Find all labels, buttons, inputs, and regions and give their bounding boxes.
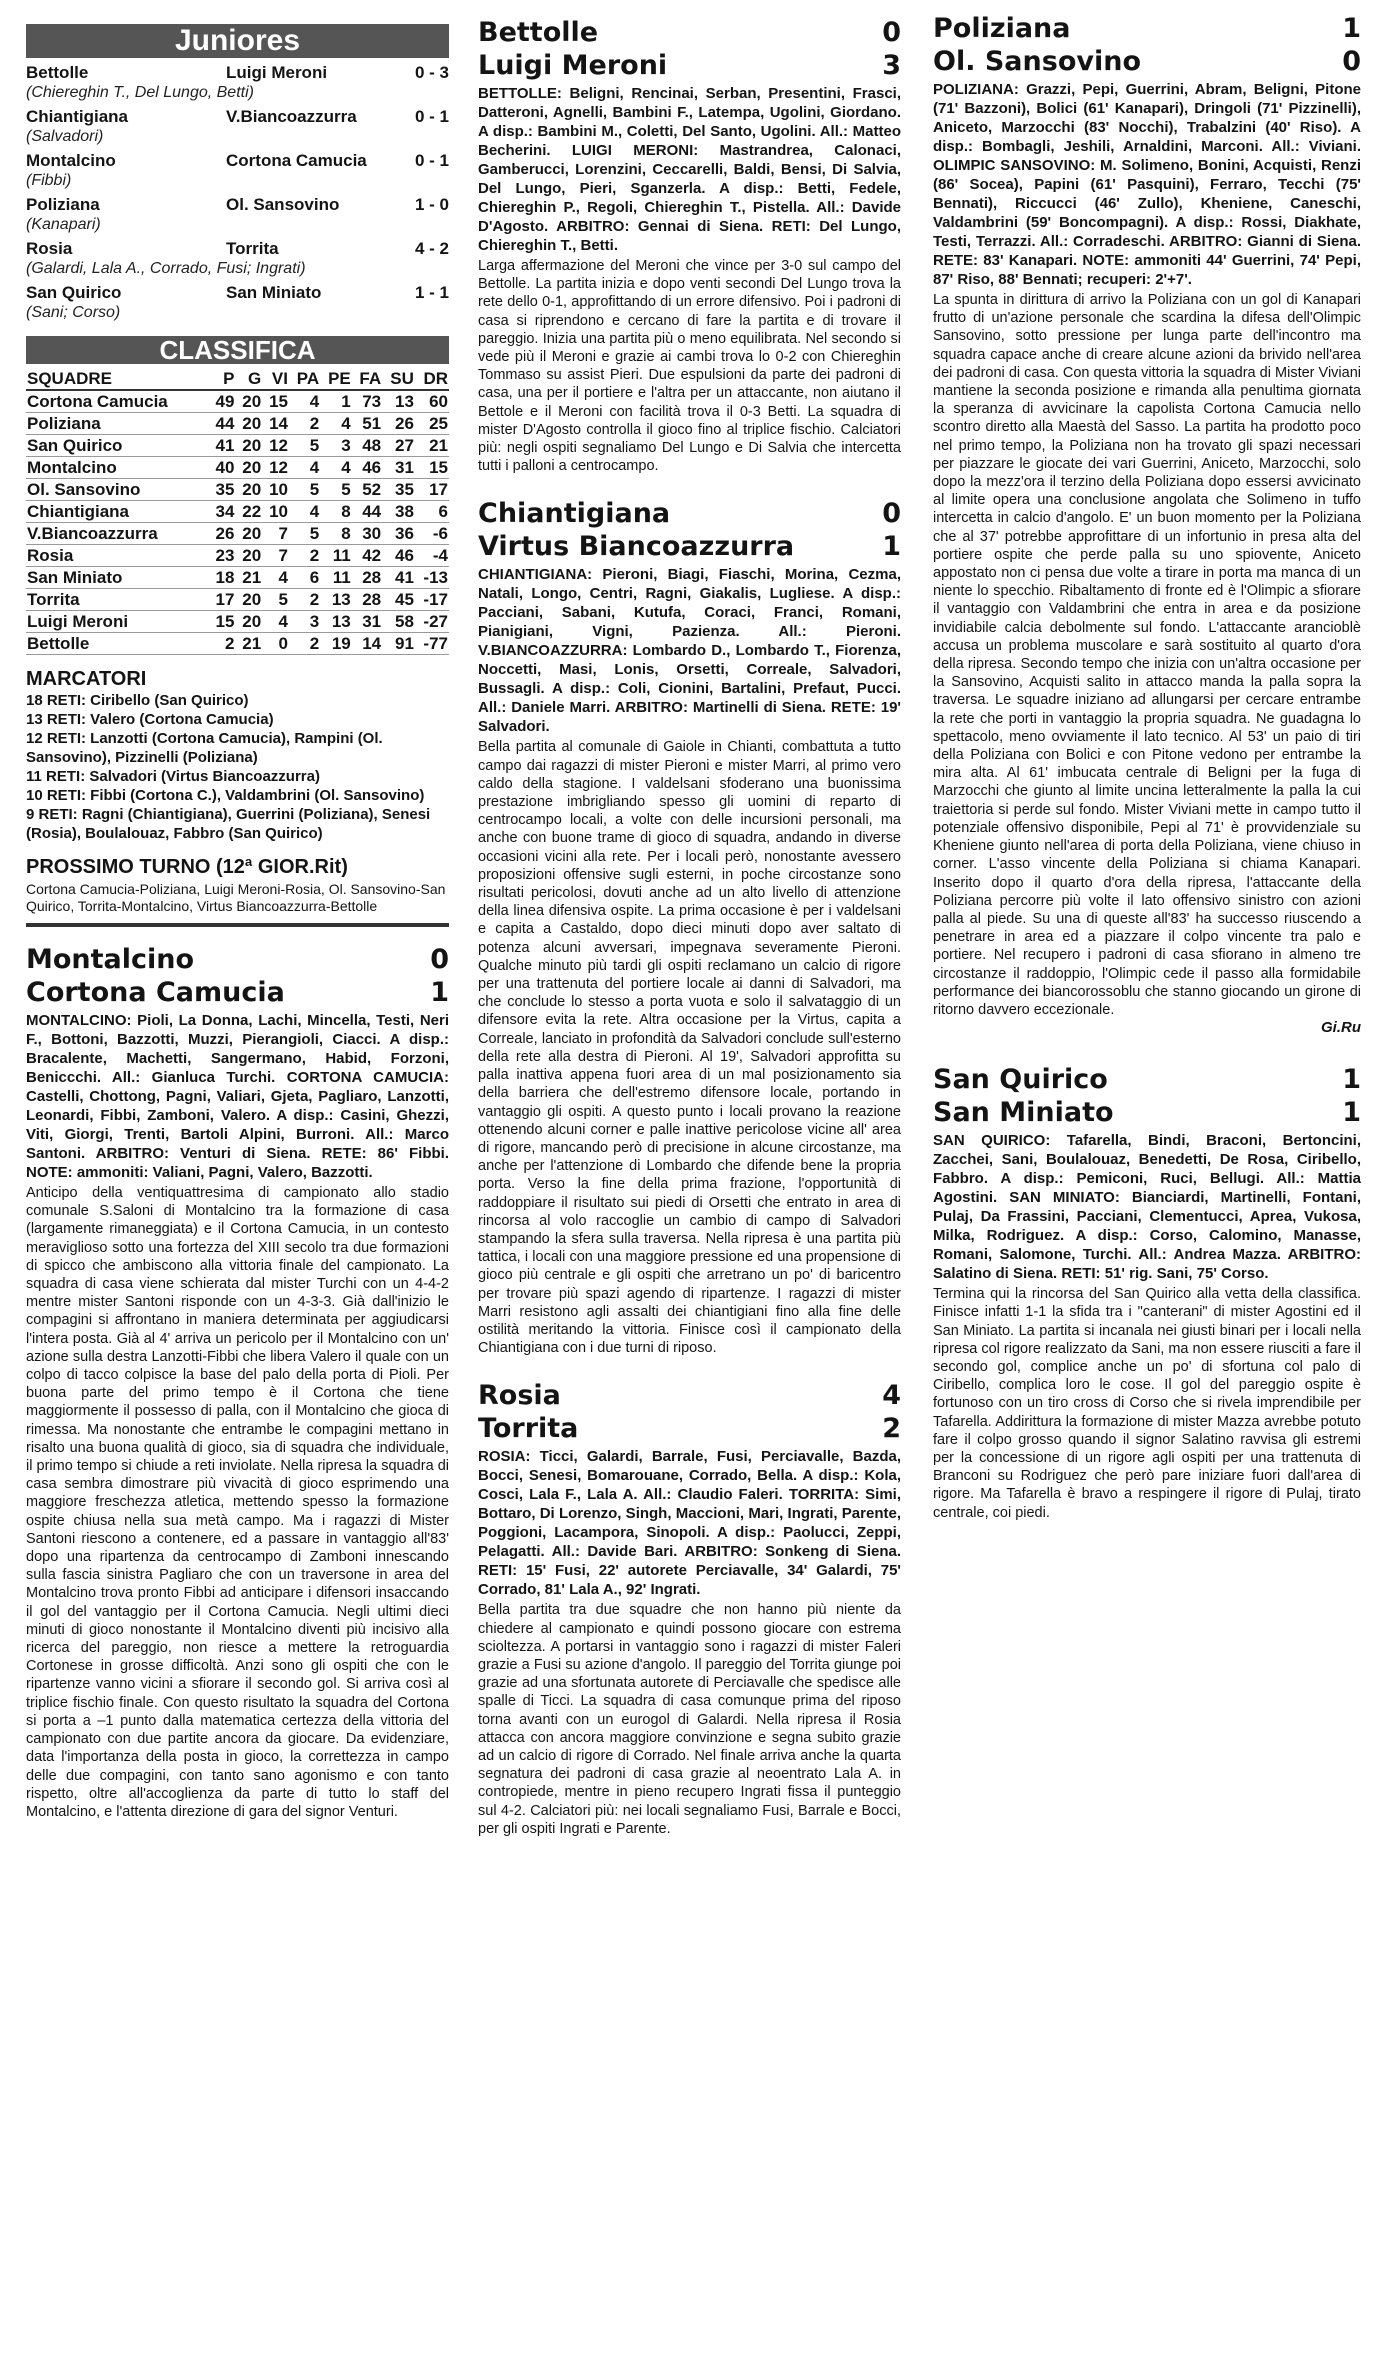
away-team: San Miniato xyxy=(933,1097,1114,1129)
table-row xyxy=(26,457,449,479)
table-row xyxy=(26,633,449,655)
scorer-line: 13 RETI: Valero (Cortona Camucia) xyxy=(26,711,274,728)
result-scorers: (Fibbi) xyxy=(26,172,72,189)
table-row xyxy=(26,501,449,523)
match-header xyxy=(933,1096,1361,1129)
article-body: Anticipo della ventiquattresima di campionato allo stadio comunale S.Saloni di Montalcino tra la formazione di casa (largamente rimaneggiata) e il Cortona Camucia, in un contesto meraviglioso sotto una fortezza del XIII secolo tra due formazioni di spicco che ambiscono alla vittoria finale del campionato. La squadra di casa viene schierata dal mister Turchi con un 4-4-2 mentre mister Santoni risponde con un 4-3-3. Già dall'inizio le compagini si affrontano in maniera determinata per aggiudicarsi l'intera posta. Già al 4' arriva un pericolo per il Montalcino con un' azione sulla destra Lanzotti-Fibbi che libera Valero il quale con un colpo di tacco colpisce la base del palo della porta di Pioli. Per buona parte del primo tempo è il Cortona che tiene maggiormente il possesso di palla, con il Montalcino che gioca di rimessa. Ma nonostante che entrambe le compagini mettano in risalto una buona qualità di gioco, sia di squadra che individuale, il primo tempo si chiude a reti inviolate. Nella ripresa la squadra di casa sembra dimostrare più vivacità di gioco esprimendo una maggiore freschezza atletica, mettendo spesso la formazione ospite chiusa nella sua metà campo. Ma i ragazzi di Mister Santoni riescono a contenere, ed a passare in vantaggio all'83' dopo una ripartenza da centrocampo di Zamboni innescando sulla fascia sinistra Pagliaro che con un traversone in area del Montalcino trova pronto Fibbi ad anticipare i difensori insaccando il gol del vantaggio per il Cortona Camucia. Negli ultimi dieci minuti di gioco nonostante il Montalcino diventi più incisivo alla ricerca del pareggio, non riesce a mettere la retroguardia Cortonese in grosse difficoltà. Anzi sono gli ospiti che con le ripartenze vanno vicini a sfiorare il secondo gol. Si arriva così al triplice fischio finale. Con questo risultato la squadra del Cortona si porta a –1 punto dalla matematica certezza della vittoria del campionato con due partite ancora da giocare. Da evidenziare, data l'importanza della posta in gioco, la correttezza in campo delle due compagini, con tanto sano agonismo e con tanto rispetto, oltre all'accoglienza da parte di tutto lo staff del Montalcino, e l'attenta direzione di gara del signor Venturi. xyxy=(26,1185,449,1820)
stat-cell: 12 xyxy=(269,436,288,455)
stat-cell: 12 xyxy=(269,458,288,477)
stat-cell: 20 xyxy=(242,546,262,565)
stat-cell: 20 xyxy=(242,590,262,609)
stat-cell: 15 xyxy=(429,458,448,477)
stat-cell: -17 xyxy=(423,590,448,609)
result-home: Poliziana xyxy=(26,195,100,214)
stat-cell: 22 xyxy=(242,502,262,521)
result-row xyxy=(26,194,449,215)
stat-cell: 18 xyxy=(215,568,235,587)
match-header xyxy=(478,49,901,82)
team-name: Bettolle xyxy=(27,634,90,653)
result-scorers: (Galardi, Lala A., Corrado, Fusi; Ingrati) xyxy=(26,260,306,277)
home-team: Rosia xyxy=(478,1380,561,1412)
stat-cell: 11 xyxy=(332,546,351,565)
stat-cell: 20 xyxy=(242,436,262,455)
article-body: Bella partita tra due squadre che non hanno più niente da chiedere al campionato e quindi possono giocare con estrema scioltezza. A portarsi in vantaggio sono i ragazzi di mister Faleri grazie a Fusi su azione d'angolo. Il pareggio del Torrita giunge poi grazie ad una sfortunata autorete di Perciavalle che spedisce alle spalle di Ticci. La squadra di casa comunque prima del riposo torna avanti con un eurogol di Galardi. Nella ripresa il Rosia attacca con ancora maggiore convinzione e segna subito grazie ad un calcio di rigore di Corrado. Nel finale arriva anche la quarta segnatura dei padroni di casa grazie al neoentrato Lala A. in contropiede, mentre in pieno recupero Ingrati fissa il punteggio sul 4-2. Calciatori più: nei locali segnaliamo Fusi, Barrale e Bocci, per gli ospiti Ingrati e Parente. xyxy=(478,1602,901,1837)
article-body: Termina qui la rincorsa del San Quirico alla vetta della classifica. Finisce infatti 1-1 la sfida tra i "canterani" di mister Agostini ed il San Miniato. La partita si incanala nei giusti binari per i locali nella ripresa col rigore realizzato da Sani, ma non essere riusciti a fare il secondo gol, complice anche un po' di sfortuna col palo di Ciribello, complica loro le cose. Il gol del pareggio ospite è fortunoso con un tiro cross di Corso che si rivela imprendibile per Tafarella. Addirittura la formazione di mister Mazza avrebbe potuto fare il colpo grosso quando il signor Salatino ravvisa gli estremi per la concessione di un rigore agli ospiti per una trattenuta di Branconi su Rodriguez che però pare iniziare fuori dall'area di rigore. Ma Tafarella è bravo a respingere il rigore di Pulaj, tirato centrale, coi piedi. xyxy=(933,1286,1361,1521)
next-round-title: PROSSIMO TURNO (12ª GIOR.Rit) xyxy=(26,856,348,878)
standings-header-cell: FA xyxy=(359,369,382,388)
stat-cell: 6 xyxy=(438,502,448,521)
result-row xyxy=(26,238,449,259)
stat-cell: 17 xyxy=(215,590,235,609)
stat-cell: 21 xyxy=(242,634,262,653)
away-score: 1 xyxy=(882,531,901,563)
stat-cell: 4 xyxy=(309,502,320,521)
stat-cell: 8 xyxy=(341,502,351,521)
stat-cell: 31 xyxy=(362,612,382,631)
stat-cell: 20 xyxy=(242,524,262,543)
home-team: Poliziana xyxy=(933,13,1071,44)
stat-cell: 17 xyxy=(429,480,448,499)
result-scorers: (Salvadori) xyxy=(26,128,104,145)
result-row xyxy=(26,282,449,303)
stat-cell: -13 xyxy=(423,568,448,587)
stat-cell: 60 xyxy=(429,392,448,411)
stat-cell: 13 xyxy=(331,590,351,609)
result-away: Luigi Meroni xyxy=(226,63,328,82)
away-score: 1 xyxy=(1342,1097,1361,1129)
stat-cell: 7 xyxy=(278,524,288,543)
stat-cell: 27 xyxy=(395,436,414,455)
stat-cell: 31 xyxy=(395,458,414,477)
result-home: San Quirico xyxy=(26,283,122,302)
result-row xyxy=(26,62,449,83)
stat-cell: 2 xyxy=(309,414,320,433)
lineups: ROSIA: Ticci, Galardi, Barrale, Fusi, Perciavalle, Bazda, Bocci, Senesi, Bomarouane, Corrado, Bella. A disp.: Kola, Cosci, Lala F., Lala A. All.: Claudio Faleri. TORRITA: Simi, Bottaro, Di Lorenzo, Singh, Maccioni, Mari, Ingrati, Parente, Poggioni, Lacampora, Sinopoli. A disp.: Paolucci, Zeppi, Pelagatti. All.: Davide Bari. ARBITRO: Sonkeng di Siena. RETI: 15' Fusi, 22' autorete Perciavalle, 34' Galardi, 75' Corrado, 81' Lala A., 92' Ingrati. xyxy=(478,1448,901,1599)
stat-cell: 28 xyxy=(362,568,382,587)
table-row xyxy=(26,435,449,457)
scorer-line: 10 RETI: Fibbi (Cortona C.), Valdambrini (Ol. Sansovino) xyxy=(26,787,425,804)
home-score: 0 xyxy=(430,944,449,975)
away-team: Torrita xyxy=(478,1413,579,1445)
match-header xyxy=(933,1063,1361,1096)
stat-cell: 4 xyxy=(309,458,320,477)
standings-header xyxy=(26,368,449,390)
result-home: Chiantigiana xyxy=(26,107,129,126)
result-score: 0 - 3 xyxy=(414,63,449,82)
stat-cell: 3 xyxy=(341,436,351,455)
standings-header-cell: SQUADRE xyxy=(27,369,113,388)
stat-cell: 45 xyxy=(395,590,414,609)
standings-header-cell: VI xyxy=(271,369,288,388)
result-home: Rosia xyxy=(26,239,73,258)
standings-header-cell: DR xyxy=(423,369,448,388)
away-score: 3 xyxy=(882,50,901,81)
match-header xyxy=(478,16,901,49)
team-name: Poliziana xyxy=(27,414,101,433)
article-rosia xyxy=(478,1379,901,1838)
team-name: Torrita xyxy=(27,590,80,609)
team-name: V.Biancoazzurra xyxy=(27,524,158,543)
team-name: Rosia xyxy=(27,546,74,565)
away-score: 2 xyxy=(882,1413,901,1445)
result-away: Cortona Camucia xyxy=(226,151,367,170)
article-body: Bella partita al comunale di Gaiole in Chianti, combattuta a tutto campo dai ragazzi di mister Pieroni e mister Marri, al primo vero caldo della stagione. I valdelsani sfoderano una buonissima prestazione imbrigliando spesso gli uomini di reparto di centrocampo locali, a volte con delle incursioni personali, ma anche con buone trame di gioco di squadra, andando in diverse occasioni vicini alla rete. Per i locali però, nonostante avessero proposizioni offensive sugli esterni, in poche circostanze sono risultati pericolosi, dovuti anche ad un alto livello di attenzione della linea difensiva ospite. La prima occasione è per i valdelsani e capita a Castaldo, dopo dieci minuti dopo aver saltato di potenza alcuni avversari, impegnava severamente Pieroni. Qualche minuto più tardi gli ospiti reclamano un calcio di rigore per una trattenuta del portiere locale ai danni di Salvadori, ma che conclude lo stesso a porta vuota e solo il salvataggio di un difensore evita la rete. Altra occasione per la Virtus, capita a Correale, lanciato in profondità da Salvadori conclude sull'esterno della rete alla destra di Pieroni. Al 19', Salvadori approfitta su palla inattiva appena fuori area di un mal posizionamento sia della barriera che dell'estremo difensore locale, portando in vantaggio gli ospiti. A questo punto i locali provano la reazione ottenendo alcuni corner e palle inattive pericolose vicine all' area di rigore, mancando però di precisione in alcune circostanze, ma anche per l'attenzione di Lombardo che difende bene la propria porta. Verso la fine della prima frazione, l'opportunità di raddoppiare il risultato sui piedi di Orsetti che entrato in area di rincorsa al volo raccoglie un cambio di campo di Salvadori stampando la sfera sulla traversa. Nella ripresa è una partita più tattica, i locali con una maggiore pressione ed una propensione di gioco più centrale e gli ospiti che arretrano un po' di baricentro per trovare più spazi agendo di ripartenze. I ragazzi di mister Marri resistono agli assalti dei chiantigiani fino alla fine delle ostilità meritando la vittoria. Finisce così il campionato della Chiantigiana con i due turni di riposo. xyxy=(478,739,901,1357)
stat-cell: 46 xyxy=(395,546,414,565)
standings-body xyxy=(26,390,449,655)
team-name: Luigi Meroni xyxy=(27,612,129,631)
team-name: Chiantigiana xyxy=(27,502,130,521)
standings-header-cell: P xyxy=(223,369,235,388)
stat-cell: 49 xyxy=(215,392,235,411)
table-row xyxy=(26,413,449,435)
stat-cell: -77 xyxy=(423,634,448,653)
stat-cell: 13 xyxy=(395,392,414,411)
team-name: Montalcino xyxy=(27,458,117,477)
away-team: Cortona Camucia xyxy=(26,977,285,1008)
match-header xyxy=(26,943,449,976)
next-round-text: Cortona Camucia-Poliziana, Luigi Meroni-Rosia, Ol. Sansovino-San Quirico, Torrita-Montalcino, Virtus Biancoazzurra-Bettolle xyxy=(26,881,446,914)
results-list xyxy=(26,62,449,322)
stat-cell: 91 xyxy=(395,634,414,653)
marcatori-title: MARCATORI xyxy=(26,668,147,690)
result-away: Ol. Sansovino xyxy=(226,195,340,214)
stat-cell: 21 xyxy=(242,568,262,587)
lineups: MONTALCINO: Pioli, La Donna, Lachi, Mincella, Testi, Neri F., Bottoni, Bazzotti, Muzzi, Pierangioli, Ciacci. A disp.: Bracalente, Machetti, Sangermano, Habid, Forzoni, Beniccchi. All.: Gianluca Turchi. CORTONA CAMUCIA: Castelli, Chottong, Pagni, Valiari, Gjeta, Pagliaro, Lanzotti, Leonardi, Fibbi, Zamboni, Valero. A disp.: Casini, Ghezzi, Viti, Giorgi, Trenti, Bartoli Alpini, Burroni. All.: Marco Santoni. ARBITRO: Venturi di Siena. RETE: 86' Fibbi. NOTE: ammoniti: Valiani, Pagni, Valero, Bazzotti. xyxy=(26,1012,449,1181)
result-scorers: (Chiereghin T., Del Lungo, Betti) xyxy=(26,84,254,101)
stat-cell: 10 xyxy=(269,502,288,521)
article-chiantigiana xyxy=(478,497,901,1357)
result-score: 1 - 0 xyxy=(414,195,449,214)
home-score: 1 xyxy=(1342,1064,1361,1096)
result-home: Montalcino xyxy=(26,151,116,170)
stat-cell: 5 xyxy=(309,436,320,455)
stat-cell: 6 xyxy=(309,568,320,587)
scorer-line: 11 RETI: Salvadori (Virtus Biancoazzurra) xyxy=(26,768,320,785)
lineups: POLIZIANA: Grazzi, Pepi, Guerrini, Abram, Beligni, Pitone (71' Bazzoni), Bolici (61' Kanapari), Dringoli (71' Pizzinelli), Aniceto, Marzocchi (83' Nocchi), Trabalzini (40' Riso). A disp.: Bombagli, Jeshili, Arnaldini, Marconi. All.: Viviani. OLIMPIC SANSOVINO: M. Solimeno, Bonini, Acquisti, Renzi (86' Socea), Papini (61' Pasquini), Ferraro, Tecchi (75' Bennati), Riccucci (46' Zullo), Kheniene, Caneschi, Valdambrini (59' Boncompagni). A disp.: Rossi, Diakhate, Testi, Terrazzi. All.: Corradeschi. ARBITRO: Gianni di Siena. RETE: 83' Kanapari. NOTE: ammoniti 44' Guerrini, 74' Pepi, 87' Riso, 88' Bennati; recuperi: 2'+7'. xyxy=(933,81,1361,288)
stat-cell: 4 xyxy=(278,612,288,631)
stat-cell: 35 xyxy=(215,480,235,499)
standings-header-cell: G xyxy=(247,369,262,388)
column-middle xyxy=(478,0,901,1838)
classifica-title: CLASSIFICA xyxy=(26,336,449,364)
stat-cell: 52 xyxy=(362,480,382,499)
stat-cell: 38 xyxy=(395,502,414,521)
match-header xyxy=(933,45,1361,78)
scorer-line: 9 RETI: Ragni (Chiantigiana), Guerrini (Poliziana), Senesi (Rosia), Boulalouaz, Fabbro (San Quirico) xyxy=(26,806,431,842)
author-signature: Gi.Ru xyxy=(1321,1019,1361,1037)
article-body: Larga affermazione del Meroni che vince per 3-0 sul campo del Bettolle. La partita inizia e dopo venti secondi Del Lungo trova la rete dello 0-1, approfittando di un errore difensivo. Poi i padroni di casa si riprendono e cercano di fare la partita e di trovare il pareggio. Inizia una partita più o meno equilibrata. Nel secondo si vede più il Meroni e grazie ai cambi trova lo 0-2 con Chiereghin Tommaso su assist Pieri. Due espulsioni da parte dei padroni di casa, una per il portiere e l'altra per un attaccante, non aiutano il Bettole e il Meroni con facilità trova il 0-3 Betti. La squadra di mister D'Agosto controlla il gioco fino al triplice fischio. Calciatori più: negli ospiti segnaliamo Del Lungo e Di Salvia che intercetta tutti i palloni a centrocampo. xyxy=(478,258,901,475)
table-row xyxy=(26,611,449,633)
stat-cell: 20 xyxy=(242,392,262,411)
stat-cell: 4 xyxy=(341,458,351,477)
stat-cell: 20 xyxy=(242,414,262,433)
match-header xyxy=(478,530,901,563)
stat-cell: 44 xyxy=(362,502,382,521)
result-row xyxy=(26,106,449,127)
match-header xyxy=(478,1412,901,1445)
scorer-line: 12 RETI: Lanzotti (Cortona Camucia), Rampini (Ol. Sansovino), Pizzinelli (Poliziana) xyxy=(26,730,383,766)
stat-cell: 46 xyxy=(362,458,382,477)
stat-cell: 20 xyxy=(242,458,262,477)
table-row xyxy=(26,545,449,567)
stat-cell: 4 xyxy=(309,392,320,411)
column-left xyxy=(26,0,449,1821)
result-home: Bettolle xyxy=(26,63,89,82)
stat-cell: 40 xyxy=(215,458,235,477)
stat-cell: 5 xyxy=(309,480,320,499)
home-team: Bettolle xyxy=(478,17,599,48)
home-score: 0 xyxy=(882,17,901,48)
lineups: CHIANTIGIANA: Pieroni, Biagi, Fiaschi, Morina, Cezma, Natali, Longo, Centri, Ragni, Giakalis, Lugliese. A disp.: Pacciani, Sabani, Kutufa, Coraci, Franci, Romani, Pianigiani, Vigni, Pazienza. All.: Pieroni. V.BIANCOAZZURRA: Lombardo D., Lombardo T., Fiorenza, Noccetti, Masi, Lonis, Orsetti, Correale, Salvadori, Bussagli. A disp.: Coli, Cionini, Bartalini, Prefaut, Pucci. All.: Daniele Marri. ARBITRO: Martinelli di Siena. RETE: 19' Salvadori. xyxy=(478,566,901,736)
stat-cell: -27 xyxy=(423,612,448,631)
away-score: 0 xyxy=(1342,46,1361,77)
table-row xyxy=(26,479,449,501)
stat-cell: -4 xyxy=(432,546,448,565)
scorers-list xyxy=(26,691,449,843)
stat-cell: -6 xyxy=(432,524,448,543)
stat-cell: 8 xyxy=(341,524,351,543)
stat-cell: 2 xyxy=(309,590,320,609)
result-away: San Miniato xyxy=(226,283,322,302)
stat-cell: 41 xyxy=(395,568,414,587)
stat-cell: 30 xyxy=(362,524,382,543)
team-name: San Quirico xyxy=(27,436,123,455)
stat-cell: 5 xyxy=(309,524,320,543)
result-away: V.Biancoazzurra xyxy=(226,107,357,126)
article-body: La spunta in dirittura di arrivo la Poliziana con un gol di Kanapari frutto di un'azione personale che scardina la difesa dell'Olimpic Sansovino, sotto pressione per lunga parte dell'incontro ma squadra capace anche di creare alcune azioni da brivido nell'area dei padroni di casa. Con questa vittoria la squadra di Mister Viviani mantiene la seconda posizione e rimanda alla penultima giornata la speranza di avvicinare la capolista Cortona Camucia nello scontro diretto alla Maestà del Sasso. La partita ha prodotto poco nel primo tempo, la Poliziana non ha trovato gli spazi necessari per piazzare le giocate dei vari Guerrini, Aniceto, Marzocchi, solo dopo la mezz'ora il terzino della Poliziana dopo essersi avvicinato al limite opera una conclusione angolata che Solimeno in tuffo intercetta in calcio d'angolo. E' un buon momento per la Poliziana che al 37' potrebbe approfittare di un infortunio in presa alta del portiere ospite che perde palla su uno spiovente, Aniceto appostato non ci pensa due volte a tirare in porta ma manca di un niente lo specchio. Ribaltamento di fronte ed è l'Olimpic a sfiorare il vantaggio con Valdambrini che entra in area e da posizione invidiabile calcia debolmente sul fondo. L'attaccante arancioblè accusa un problema muscolare e sarà sostituito al quarto d'ora della ripresa. Secondo tempo che inizia con un'altra occasione per la Sansovino, Acquisti salito in attacco manda la palla sopra la traversa. Le squadre iniziano ad allungarsi per cercare entrambe la rete che porti in vantaggio la propria squadra. Ne guadagna lo spettacolo, meno ovviamente il lato tecnico. Al 53' un paio di tiri della Poliziana con Bolici e con Pitone vedono per entrambe la mira alta. Al 61' imbucata centrale di Beligni per la fuga di Marzocchi che giunto al limite uncina letteralmente la palla la cui traiettoria si perde sul fondo. Mister Viviani mette in campo tutto il potenziale offensivo disponibile, Pepi al 71' è provvidenziale su Kheniene giunto nell'area di porta della Poliziana, viene chiuso in corner. L'asso vincente della Poliziana si chiama Kanapari. Inserito dopo il quarto d'ora della ripresa, l'attaccante della Poliziana percorre più volte il lato offensivo sinistro con azioni palla al piede. Su una di queste all'83' ha successo riuscendo a penetrare in area ed a piazzare il colpo vincente tra palo e portiere. Nel recupero i padroni di casa sfiorano in almeno tre circostanze il raddoppio, l'Olimpic cede il passo alla formidabile performance dei biancorossoblu che stanno giocando un girone di ritorno davvero eccezionale. xyxy=(933,292,1361,1018)
stat-cell: 58 xyxy=(395,612,414,631)
standings-header-cell: PE xyxy=(328,369,351,388)
team-name: Ol. Sansovino xyxy=(27,480,141,499)
away-score: 1 xyxy=(430,977,449,1008)
lineups: SAN QUIRICO: Tafarella, Bindi, Braconi, Bertoncini, Zacchei, Sani, Boulalouaz, Benedetti, De Rosa, Ciribello, Fabbro. A disp.: Pemiconi, Ruci, Bellugi. All.: Mattia Agostini. SAN MINIATO: Bianciardi, Martinelli, Fontani, Pulaj, Da Frassini, Pacciani, Clementucci, Aprea, Vukosa, Milka, Rodriguez. A disp.: Corso, Calomino, Manasse, Romani, Salomone, Turchi. All.: Andrea Mazza. ARBITRO: Salatino di Siena. RETI: 51' rig. Sani, 75' Corso. xyxy=(933,1132,1361,1283)
stat-cell: 28 xyxy=(362,590,382,609)
article-poliziana xyxy=(933,12,1361,1037)
stat-cell: 3 xyxy=(309,612,320,631)
stat-cell: 4 xyxy=(278,568,288,587)
stat-cell: 1 xyxy=(341,392,351,411)
stat-cell: 20 xyxy=(242,612,262,631)
match-header xyxy=(933,12,1361,45)
stat-cell: 20 xyxy=(242,480,262,499)
standings-table xyxy=(26,368,449,655)
result-score: 1 - 1 xyxy=(414,283,449,302)
stat-cell: 14 xyxy=(362,634,382,653)
table-row xyxy=(26,567,449,589)
away-team: Virtus Biancoazzurra xyxy=(478,531,795,563)
home-score: 4 xyxy=(882,1380,901,1412)
stat-cell: 4 xyxy=(341,414,351,433)
juniores-title: Juniores xyxy=(26,24,449,58)
article-sanquirico xyxy=(933,1063,1361,1522)
match-header xyxy=(478,1379,901,1412)
match-header xyxy=(478,497,901,530)
result-score: 4 - 2 xyxy=(414,239,449,258)
stat-cell: 10 xyxy=(269,480,288,499)
table-row xyxy=(26,589,449,611)
stat-cell: 35 xyxy=(395,480,414,499)
stat-cell: 0 xyxy=(278,634,288,653)
result-row xyxy=(26,150,449,171)
stat-cell: 14 xyxy=(269,414,288,433)
result-away: Torrita xyxy=(226,239,279,258)
table-row xyxy=(26,390,449,413)
stat-cell: 21 xyxy=(429,436,448,455)
result-score: 0 - 1 xyxy=(414,151,449,170)
team-name: Cortona Camucia xyxy=(27,392,168,411)
stat-cell: 5 xyxy=(278,590,288,609)
stat-cell: 51 xyxy=(362,414,382,433)
column-right xyxy=(933,0,1361,1522)
stat-cell: 2 xyxy=(309,546,320,565)
stat-cell: 15 xyxy=(215,612,235,631)
standings-header-cell: SU xyxy=(390,369,414,388)
lineups: BETTOLLE: Beligni, Rencinai, Serban, Presentini, Frasci, Datteroni, Agnelli, Bambini F., Latempa, Ugolini, Giordano. A disp.: Bambini M., Coletti, Del Santo, Ugolini. All.: Matteo Becherini. LUIGI MERONI: Mastrandrea, Calonaci, Gamberucci, Lorenzini, Ceccarelli, Baldi, Bensi, Di Salvia, Del Lungo, Pieri, Sganzerla. A disp.: Betti, Fedele, Chiereghin P., Regoli, Chiereghin T., Pistella. All.: Davide D'Agosto. ARBITRO: Gennai di Siena. RETI: Del Lungo, Chiereghin T., Betti. xyxy=(478,85,901,254)
team-name: San Miniato xyxy=(27,568,123,587)
stat-cell: 36 xyxy=(395,524,414,543)
result-scorers: (Kanapari) xyxy=(26,216,101,233)
home-team: San Quirico xyxy=(933,1064,1108,1096)
match-header xyxy=(26,976,449,1009)
home-team: Chiantigiana xyxy=(478,498,671,530)
stat-cell: 48 xyxy=(362,436,382,455)
home-team: Montalcino xyxy=(26,944,195,975)
away-team: Ol. Sansovino xyxy=(933,46,1141,77)
divider xyxy=(26,923,449,927)
stat-cell: 15 xyxy=(269,392,288,411)
stat-cell: 7 xyxy=(278,546,288,565)
stat-cell: 2 xyxy=(224,634,235,653)
table-row xyxy=(26,523,449,545)
stat-cell: 13 xyxy=(331,612,351,631)
stat-cell: 2 xyxy=(309,634,320,653)
stat-cell: 11 xyxy=(332,568,351,587)
stat-cell: 42 xyxy=(362,546,382,565)
stat-cell: 73 xyxy=(362,392,382,411)
home-score: 0 xyxy=(882,498,901,530)
stat-cell: 26 xyxy=(395,414,414,433)
result-score: 0 - 1 xyxy=(414,107,449,126)
away-team: Luigi Meroni xyxy=(478,50,668,81)
stat-cell: 19 xyxy=(331,634,351,653)
article-bettolle xyxy=(478,16,901,475)
home-score: 1 xyxy=(1342,13,1361,44)
stat-cell: 23 xyxy=(215,546,235,565)
scorer-line: 18 RETI: Ciribello (San Quirico) xyxy=(26,692,249,709)
stat-cell: 25 xyxy=(429,414,448,433)
result-scorers: (Sani; Corso) xyxy=(26,304,121,321)
stat-cell: 34 xyxy=(215,502,235,521)
standings-header-cell: PA xyxy=(296,369,320,388)
stat-cell: 5 xyxy=(341,480,351,499)
article-montalcino xyxy=(26,943,449,1821)
stat-cell: 41 xyxy=(215,436,235,455)
stat-cell: 26 xyxy=(215,524,235,543)
stat-cell: 44 xyxy=(215,414,235,433)
